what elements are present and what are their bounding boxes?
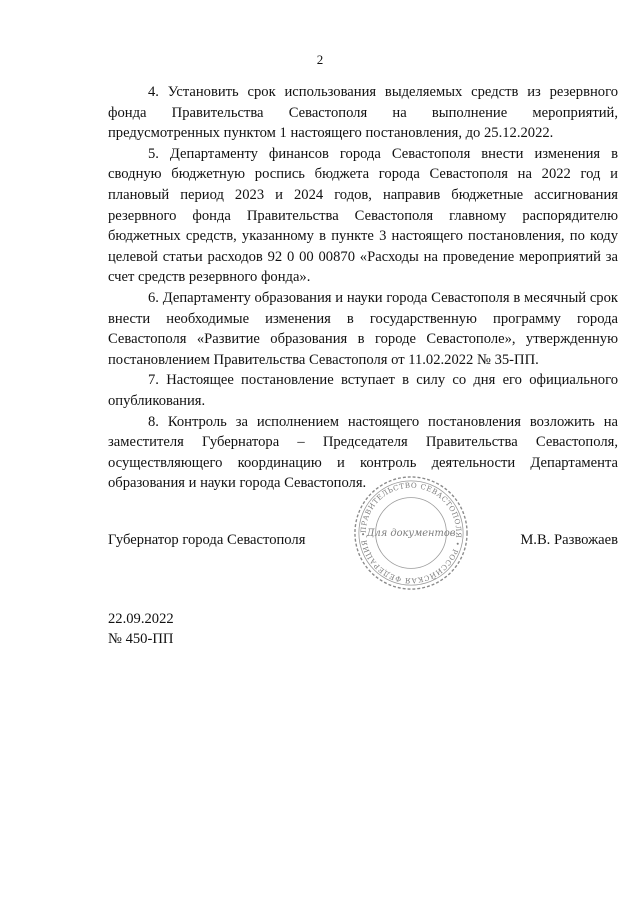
document-number: № 450-ПП xyxy=(108,631,174,647)
seal-center-text: Для документов xyxy=(366,527,456,539)
page-number: 2 xyxy=(316,52,324,67)
paragraph-6: 6. Департаменту образования и науки города Севастополя в месячный срок внести необходимые изменения в государственную программу города Севастополя «Развитие образования в городе Севастополе», утвержденную постановлением Правительства Севастополя от 11.02.2022 № 35-ПП. xyxy=(108,289,618,368)
official-seal xyxy=(352,474,470,592)
paragraph-5: 5. Департаменту финансов города Севастополя внести изменения в сводную бюджетную роспись бюджета города Севастополя на 2022 год и плановый период 2023 и 2024 годов, направив бюджетные ассигнования резервного фонда Правительства Севастополя главному распорядителю бюджетных средств, указанному в пункте 3 настоящего постановления, по коду целевой статьи расходов 92 0 00 00870 «Расходы на проведение мероприятий за счет средств резервного фонда». xyxy=(108,145,618,286)
document-date: 22.09.2022 xyxy=(108,611,174,627)
paragraph-4: 4. Установить срок использования выделяемых средств из резервного фонда Правительства Севастополя на выполнение мероприятий, предусмотренных пунктом 1 настоящего постановления, до 25.12.2022. xyxy=(108,84,618,142)
signatory-position: Губернатор города Севастополя xyxy=(108,532,306,548)
paragraph-8: 8. Контроль за исполнением настоящего постановления возложить на заместителя Губернатора – Председателя Правительства Севастополя, осуществляющего координацию и контроль деятельности Департамента образования и науки города Севастополя. xyxy=(108,413,618,492)
seal-ring-text: ПРАВИТЕЛЬСТВО СЕВАСТОПОЛЯ • РОССИЙСКАЯ ФЕДЕРАЦИЯ • xyxy=(358,480,464,586)
document-body xyxy=(108,82,618,494)
paragraph-7: 7. Настоящее постановление вступает в силу со дня его официального опубликования. xyxy=(108,372,618,409)
signatory-name: М.В. Развожаев xyxy=(520,532,618,548)
